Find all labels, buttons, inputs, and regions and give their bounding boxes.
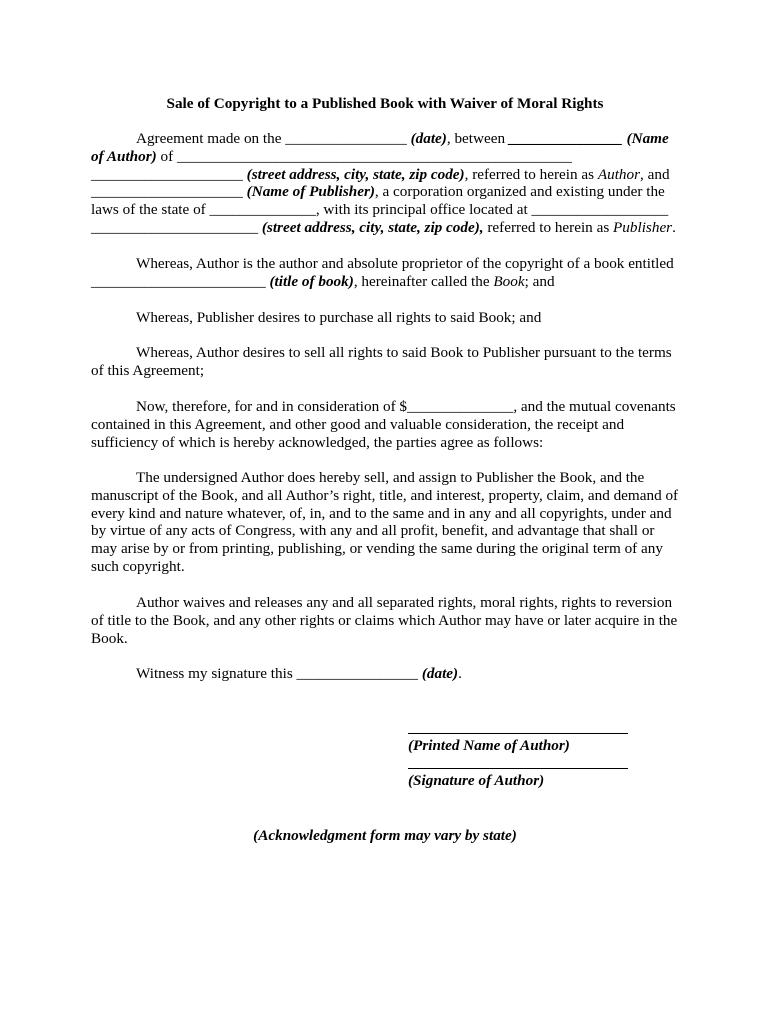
text-line: every kind and nature whatever, of, in, and to the same and in any and all copyrights, under and [91, 504, 672, 522]
author-name-placeholder: _______________ (Name [508, 130, 669, 147]
publisher-address-placeholder: (street address, city, state, zip code), [261, 218, 484, 236]
text-run: , between [446, 130, 509, 147]
text-run: Agreement made on the ________________ [136, 130, 411, 147]
text-run: _______________________ [91, 272, 270, 290]
text-line: Author waives and releases any and all separated rights, moral rights, rights to reversion [136, 594, 673, 611]
document-title: Sale of Copyright to a Published Book with Waiver of Moral Rights [166, 95, 604, 112]
whereas-author-paragraph [91, 255, 681, 291]
text-run: , and [640, 165, 670, 183]
text-line [91, 166, 681, 184]
text-line [91, 130, 681, 148]
text-run: , referred to herein as [464, 165, 598, 183]
printed-name-label: (Printed Name of Author) [408, 737, 570, 754]
text-line: laws of the state of ______________, with its principal office located at __________________ [91, 201, 669, 219]
text-run: of ____________________________________________________ [156, 147, 572, 165]
text-run: . [458, 665, 462, 682]
text-run: ____________________ [91, 165, 247, 183]
text-run: . [672, 218, 676, 236]
text-line: The undersigned Author does hereby sell, and assign to Publisher the Book, and the [136, 469, 645, 486]
date-placeholder: (date) [410, 130, 447, 147]
text-run: Witness my signature this ________________ [136, 665, 422, 682]
text-line: of this Agreement; [91, 361, 205, 379]
text-line: such copyright. [91, 557, 185, 575]
whereas-publisher-paragraph [91, 309, 681, 327]
text-run: , a corporation organized and existing under the [374, 183, 665, 201]
text-run: Book [493, 272, 525, 290]
text-line [91, 219, 681, 237]
witness-paragraph [91, 665, 681, 683]
text-run: ______________________ [91, 218, 262, 236]
text-line: manuscript of the Book, and all Author’s right, title, and interest, property, claim, and demand of [91, 486, 679, 504]
text-line: of title to the Book, and any other rights or claims which Author may have or later acquire in the [91, 611, 678, 629]
waiver-paragraph [91, 594, 681, 647]
text-line [91, 665, 681, 683]
text-line [91, 183, 681, 201]
whereas-sell-paragraph [91, 344, 681, 380]
date-placeholder: (date) [421, 665, 459, 682]
text-line: sufficiency of which is hereby acknowledged, the parties agree as follows: [91, 433, 544, 451]
agreement-parties-paragraph [91, 130, 681, 237]
text-line: contained in this Agreement, and other good and valuable consideration, the receipt and [91, 415, 625, 433]
text-line [91, 148, 681, 166]
text-line: Now, therefore, for and in consideration of $______________, and the mutual covenants [136, 398, 676, 415]
text-line: may arise by or from printing, publishing, or vending the same during the original term of any [91, 540, 663, 558]
author-name-placeholder: of Author) [91, 147, 157, 165]
text-run: referred to herein as [483, 218, 614, 236]
text-line: by virtue of any acts of Congress, with any and all profit, benefit, and advantage that shall or [91, 522, 655, 540]
author-address-placeholder: (street address, city, state, zip code) [246, 165, 465, 183]
text-run: , hereinafter called the [353, 272, 494, 290]
text-line: Whereas, Author is the author and absolute proprietor of the copyright of a book entitled [136, 255, 674, 272]
text-run: ____________________ [91, 183, 247, 201]
printed-name-line [408, 733, 628, 734]
text-line: Whereas, Author desires to sell all rights to said Book to Publisher pursuant to the terms [136, 344, 672, 361]
text-line [91, 273, 681, 291]
assignment-paragraph [91, 469, 681, 576]
text-run: ; and [524, 272, 555, 290]
text-line: Whereas, Publisher desires to purchase all rights to said Book; and [136, 309, 542, 326]
text-run: Publisher [613, 218, 673, 236]
acknowledgment-note: (Acknowledgment form may vary by state) [253, 827, 517, 844]
signature-label: (Signature of Author) [408, 772, 545, 789]
text-line: Book. [91, 629, 128, 647]
book-title-placeholder: (title of book) [269, 272, 354, 290]
publisher-name-placeholder: (Name of Publisher) [246, 183, 375, 201]
consideration-paragraph [91, 398, 681, 451]
signature-line [408, 768, 628, 769]
text-run: Author [597, 165, 641, 183]
